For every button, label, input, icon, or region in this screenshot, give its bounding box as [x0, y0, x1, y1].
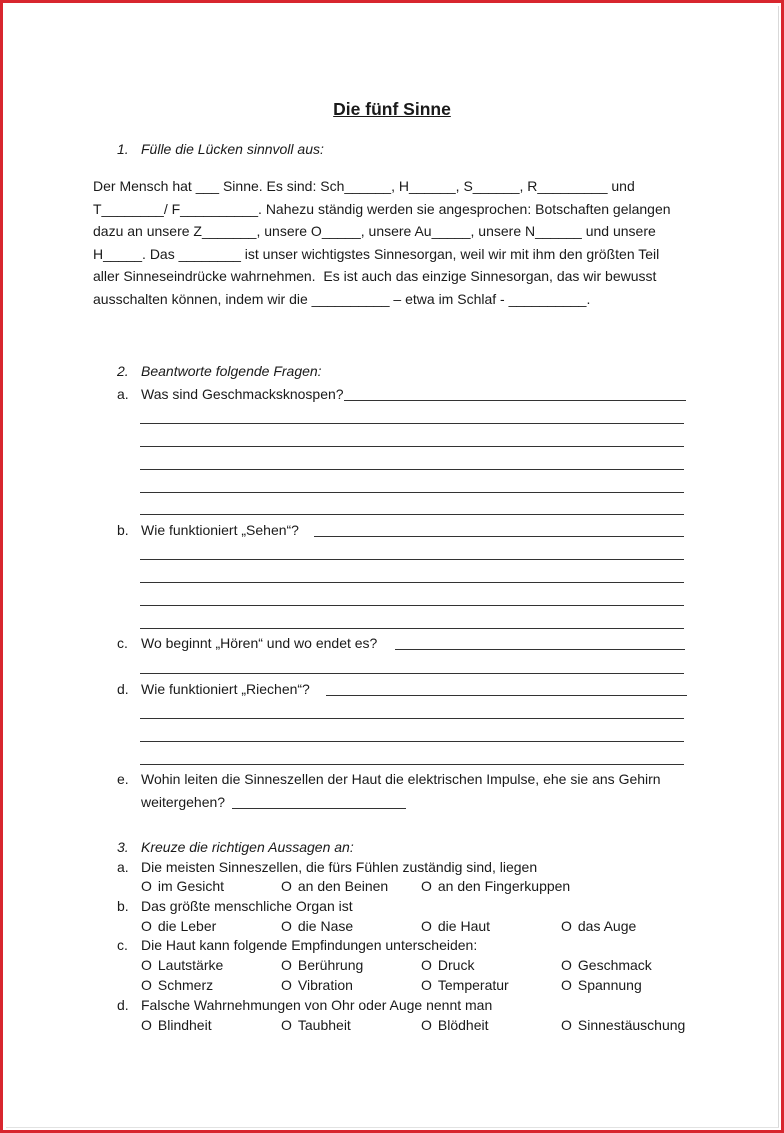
answer-line[interactable]	[140, 628, 684, 629]
answer-line[interactable]	[140, 741, 684, 742]
option-circle[interactable]: O	[561, 918, 572, 934]
answer-option[interactable]	[281, 957, 363, 973]
answer-line[interactable]	[140, 423, 684, 424]
answer-option[interactable]	[421, 878, 570, 894]
option-circle[interactable]: O	[141, 1017, 152, 1033]
answer-line[interactable]	[140, 469, 684, 470]
option-circle[interactable]: O	[561, 957, 572, 973]
answer-line[interactable]	[140, 605, 684, 606]
question-text: Wo beginnt „Hören“ und wo endet es?	[141, 635, 378, 651]
option-circle[interactable]: O	[281, 977, 292, 993]
option-circle[interactable]: O	[141, 977, 152, 993]
question-letter: a.	[117, 386, 129, 402]
worksheet-title: Die fünf Sinne	[333, 99, 451, 119]
answer-line[interactable]	[232, 808, 406, 809]
question-text: Wie funktioniert „Sehen“?	[141, 522, 299, 538]
answer-option[interactable]	[141, 918, 216, 934]
section2-number: 2.	[117, 363, 129, 379]
option-circle[interactable]: O	[141, 878, 152, 894]
option-circle[interactable]: O	[141, 957, 152, 973]
question-letter: b.	[117, 522, 129, 538]
question-text: Das größte menschliche Organ ist	[141, 898, 353, 914]
option-label: Blödheit	[437, 1017, 489, 1033]
answer-option[interactable]	[421, 957, 474, 973]
answer-option[interactable]	[561, 1017, 685, 1033]
option-label: an den Beinen	[297, 878, 389, 894]
answer-option[interactable]	[141, 1017, 212, 1033]
section1-heading: Fülle die Lücken sinnvoll aus:	[141, 141, 324, 157]
option-circle[interactable]: O	[561, 977, 572, 993]
option-label: Spannung	[577, 977, 642, 993]
option-label: Taubheit	[297, 1017, 351, 1033]
answer-line[interactable]	[140, 673, 684, 674]
section2-heading: Beantworte folgende Fragen:	[141, 363, 322, 379]
option-label: die Nase	[297, 918, 354, 934]
answer-option[interactable]	[561, 957, 652, 973]
answer-line[interactable]	[395, 649, 685, 650]
question-text: Was sind Geschmacksknospen?	[141, 386, 344, 402]
option-circle[interactable]: O	[281, 957, 292, 973]
question-text: Wohin leiten die Sinneszellen der Haut die elektrischen Impulse, ehe sie ans Gehirn	[141, 771, 661, 787]
answer-option[interactable]	[141, 878, 224, 894]
option-label: die Haut	[437, 918, 491, 934]
answer-line[interactable]	[140, 718, 684, 719]
option-circle[interactable]: O	[141, 918, 152, 934]
option-label: Geschmack	[577, 957, 652, 973]
option-label: das Auge	[577, 918, 637, 934]
question-text: Die Haut kann folgende Empfindungen unterscheiden:	[141, 937, 478, 953]
answer-line[interactable]	[140, 446, 684, 447]
question-letter: a.	[117, 859, 129, 875]
section3-number: 3.	[117, 839, 129, 855]
option-label: Vibration	[297, 977, 353, 993]
cloze-line: T________/ F__________. Nahezu ständig werden sie angesprochen: Botschaften gelangen	[93, 201, 671, 217]
answer-option[interactable]	[421, 977, 509, 993]
option-label: Blindheit	[157, 1017, 212, 1033]
answer-option[interactable]	[141, 977, 213, 993]
question-letter: b.	[117, 898, 129, 914]
option-label: Temperatur	[437, 977, 509, 993]
answer-option[interactable]	[281, 878, 388, 894]
cloze-line: aller Sinneseindrücke wahrnehmen. Es ist auch das einzige Sinnesorgan, das wir bewusst	[93, 268, 657, 284]
question-letter: c.	[117, 937, 128, 953]
question-text-continued: weitergehen?	[141, 794, 226, 810]
option-circle[interactable]: O	[421, 1017, 432, 1033]
answer-line[interactable]	[314, 536, 684, 537]
option-circle[interactable]: O	[561, 1017, 572, 1033]
option-circle[interactable]: O	[421, 957, 432, 973]
answer-option[interactable]	[281, 918, 353, 934]
option-circle[interactable]: O	[421, 977, 432, 993]
question-letter: e.	[117, 771, 129, 787]
answer-option[interactable]	[561, 918, 636, 934]
answer-line[interactable]	[140, 514, 684, 515]
answer-option[interactable]	[421, 1017, 488, 1033]
question-text: Falsche Wahrnehmungen von Ohr oder Auge nennt man	[141, 997, 493, 1013]
answer-option[interactable]	[281, 1017, 351, 1033]
answer-line[interactable]	[344, 400, 686, 401]
option-circle[interactable]: O	[421, 918, 432, 934]
section1-number: 1.	[117, 141, 129, 157]
option-circle[interactable]: O	[281, 918, 292, 934]
section3-heading: Kreuze die richtigen Aussagen an:	[141, 839, 354, 855]
question-letter: d.	[117, 997, 129, 1013]
answer-line[interactable]	[140, 559, 684, 560]
answer-line[interactable]	[140, 492, 684, 493]
option-circle[interactable]: O	[281, 1017, 292, 1033]
option-circle[interactable]: O	[281, 878, 292, 894]
option-label: Druck	[437, 957, 475, 973]
option-label: an den Fingerkuppen	[437, 878, 571, 894]
answer-line[interactable]	[140, 582, 684, 583]
cloze-line: Der Mensch hat ___ Sinne. Es sind: Sch______, H______, S______, R_________ und	[93, 178, 635, 194]
option-label: Sinnestäuschung	[577, 1017, 686, 1033]
option-label: Schmerz	[157, 977, 214, 993]
question-letter: d.	[117, 681, 129, 697]
option-label: Lautstärke	[157, 957, 224, 973]
cloze-line: H_____. Das ________ ist unser wichtigstes Sinnesorgan, weil wir mit ihm den größten Teil	[93, 246, 660, 262]
option-label: im Gesicht	[157, 878, 225, 894]
question-text: Wie funktioniert „Riechen“?	[141, 681, 310, 697]
answer-line[interactable]	[140, 764, 684, 765]
cloze-line: ausschalten können, indem wir die __________ – etwa im Schlaf - __________.	[93, 291, 591, 307]
answer-option[interactable]	[141, 957, 223, 973]
option-label: Berührung	[297, 957, 364, 973]
answer-option[interactable]	[281, 977, 353, 993]
answer-option[interactable]	[421, 918, 490, 934]
option-circle[interactable]: O	[421, 878, 432, 894]
cloze-line: dazu an unsere Z_______, unsere O_____, unsere Au_____, unsere N______ und unsere	[93, 223, 656, 239]
answer-line[interactable]	[326, 695, 687, 696]
question-text: Die meisten Sinneszellen, die fürs Fühlen zuständig sind, liegen	[141, 859, 538, 875]
answer-option[interactable]	[561, 977, 642, 993]
question-letter: c.	[117, 635, 128, 651]
option-label: die Leber	[157, 918, 217, 934]
page-edge	[6, 6, 779, 1128]
